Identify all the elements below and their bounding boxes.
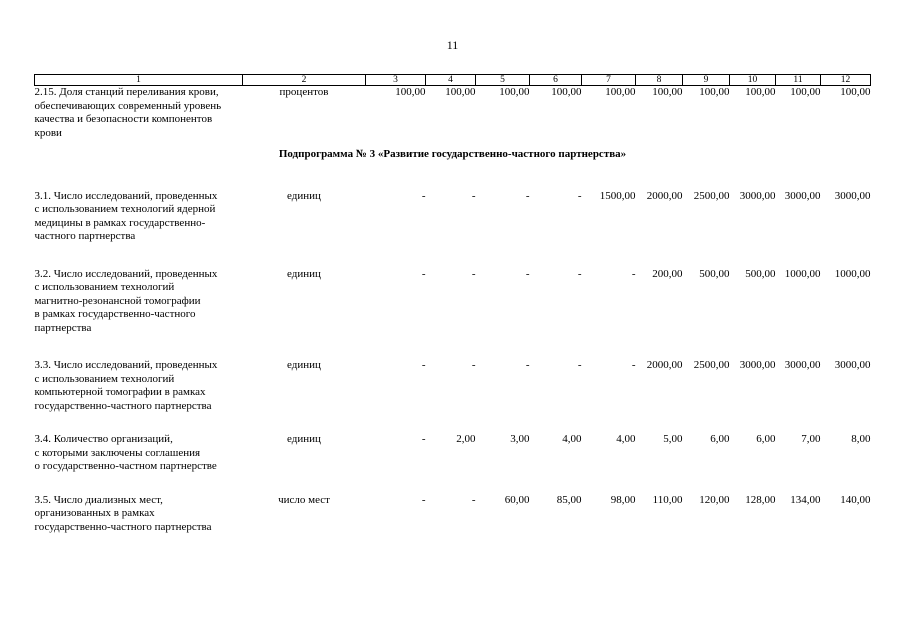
unit-cell: число мест (278, 493, 330, 506)
subprogram-row (35, 140, 871, 170)
indicator-name-line: с использованием технологий ядерной (34, 203, 216, 215)
indicator-name-line: частного партнерства (34, 230, 136, 242)
value-cell: 100,00 (699, 86, 730, 98)
value-cell: 128,00 (745, 493, 776, 506)
value-cell: 4,00 (616, 433, 636, 445)
value-cell: - (471, 189, 476, 202)
value-cell: 2000,00 (646, 359, 683, 371)
value-cell: 1000,00 (784, 267, 821, 280)
value-cell: 3,00 (510, 433, 530, 445)
row-spacer (35, 170, 871, 190)
value-cell: 2000,00 (646, 189, 683, 202)
value-cell: 110,00 (652, 493, 683, 506)
subprogram-title: Подпрограмма № 3 «Развитие государственно-частного партнерства» (278, 148, 627, 160)
value-cell: 140,00 (840, 493, 871, 506)
indicator-name-line: 3.3. Число исследований, проведенных (34, 359, 218, 371)
value-cell: - (421, 493, 426, 506)
value-cell: 100,00 (745, 86, 776, 98)
value-cell: - (525, 267, 530, 280)
value-cell: 100,00 (445, 86, 476, 98)
column-header: 12 (821, 75, 871, 86)
indicator-name (35, 433, 243, 474)
unit-cell: единиц (287, 189, 321, 202)
value-cell: 3000,00 (834, 189, 871, 202)
value-cell: - (471, 493, 476, 506)
value-cell: - (577, 359, 582, 371)
indicator-name-line: с которыми заключены соглашения (34, 446, 201, 459)
value-cell: 3000,00 (784, 359, 821, 371)
column-header: 8 (636, 75, 683, 86)
value-cell: 7,00 (801, 433, 821, 445)
value-cell: - (577, 189, 582, 202)
table-row (35, 494, 871, 535)
value-cell: 3000,00 (784, 189, 821, 202)
table-row (35, 268, 871, 336)
value-cell: 98,00 (610, 493, 636, 506)
indicator-name-line: 2.15. Доля станций переливания крови, (34, 86, 219, 98)
value-cell: 85,00 (556, 493, 582, 506)
value-cell: 100,00 (499, 86, 530, 98)
indicator-name-line: магнитно-резонансной томографии (34, 294, 201, 307)
indicator-name (35, 268, 243, 336)
column-header: 1 (35, 75, 243, 86)
value-cell: 8,00 (851, 433, 871, 445)
indicator-name-line: обеспечивающих современный уровень (34, 99, 222, 112)
indicator-name (35, 86, 243, 141)
indicator-name-line: компьютерной томографии в рамках (34, 386, 206, 398)
row-spacer (35, 335, 871, 359)
value-cell: 2,00 (456, 433, 476, 445)
value-cell: 1000,00 (834, 267, 871, 280)
column-header: 3 (366, 75, 426, 86)
value-cell: 500,00 (699, 267, 730, 280)
indicator-name-line: о государственно-частном партнерстве (34, 460, 217, 472)
indicator-name-line: 3.4. Количество организаций, (34, 433, 173, 445)
value-cell: - (421, 433, 426, 445)
value-cell: 100,00 (605, 86, 636, 98)
value-cell: 134,00 (790, 493, 821, 506)
value-cell: 1500,00 (599, 189, 636, 202)
value-cell: 2500,00 (693, 189, 730, 202)
table-row (35, 190, 871, 244)
indicator-name-line: качества и безопасности компонентов (34, 113, 213, 125)
value-cell: 100,00 (840, 86, 871, 98)
table-row (35, 433, 871, 474)
column-number-row (35, 75, 871, 86)
value-cell: 120,00 (699, 493, 730, 506)
value-cell: - (631, 267, 636, 280)
value-cell: 4,00 (562, 433, 582, 445)
indicator-name-line: в рамках государственно-частного (34, 308, 196, 320)
row-spacer (35, 474, 871, 494)
column-header: 4 (426, 75, 476, 86)
value-cell: 5,00 (663, 433, 683, 445)
table-row (35, 359, 871, 413)
value-cell: 6,00 (756, 433, 776, 445)
column-header: 5 (476, 75, 530, 86)
unit-cell: единиц (287, 433, 321, 445)
column-header: 2 (243, 75, 366, 86)
indicator-name-line: с использованием технологий (34, 372, 175, 385)
value-cell: 6,00 (710, 433, 730, 445)
value-cell: - (631, 359, 636, 371)
value-cell: - (471, 359, 476, 371)
value-cell: - (577, 267, 582, 280)
table-row (35, 86, 871, 141)
value-cell: 3000,00 (834, 359, 871, 371)
row-spacer (35, 413, 871, 433)
indicator-name-line: 3.2. Число исследований, проведенных (34, 267, 218, 280)
value-cell: 500,00 (745, 267, 776, 280)
value-cell: 100,00 (395, 86, 426, 98)
value-cell: - (421, 359, 426, 371)
value-cell: 100,00 (790, 86, 821, 98)
value-cell: - (421, 267, 426, 280)
value-cell: 3000,00 (739, 359, 776, 371)
column-header: 10 (730, 75, 776, 86)
unit-cell: процентов (279, 86, 329, 98)
indicators-table (34, 74, 871, 534)
indicator-name-line: государственно-частного партнерства (34, 399, 212, 412)
value-cell: - (525, 359, 530, 371)
indicator-name-line: с использованием технологий (34, 281, 175, 293)
column-header: 9 (683, 75, 730, 86)
value-cell: - (471, 267, 476, 280)
column-header: 6 (530, 75, 582, 86)
indicator-name (35, 190, 243, 244)
indicator-name (35, 359, 243, 413)
value-cell: 100,00 (652, 86, 683, 98)
indicator-name-line: государственно-частного партнерства (34, 520, 212, 533)
value-cell: - (525, 189, 530, 202)
indicator-name-line: 3.5. Число диализных мест, (34, 493, 163, 506)
column-header: 7 (582, 75, 636, 86)
value-cell: - (421, 189, 426, 202)
unit-cell: единиц (287, 267, 321, 280)
indicator-name-line: медицины в рамках государственно- (34, 216, 206, 229)
value-cell: 2500,00 (693, 359, 730, 371)
unit-cell: единиц (287, 359, 321, 371)
value-cell: 3000,00 (739, 189, 776, 202)
page-number: 11 (446, 38, 459, 52)
value-cell: 60,00 (504, 493, 530, 506)
value-cell: 200,00 (652, 267, 683, 280)
value-cell: 100,00 (551, 86, 582, 98)
row-spacer (35, 244, 871, 268)
indicator-name-line: 3.1. Число исследований, проведенных (34, 189, 218, 202)
indicator-name-line: крови (34, 126, 62, 139)
indicator-name-line: партнерства (34, 321, 92, 334)
indicator-name (35, 494, 243, 535)
column-header: 11 (776, 75, 821, 86)
indicator-name-line: организованных в рамках (34, 507, 155, 519)
